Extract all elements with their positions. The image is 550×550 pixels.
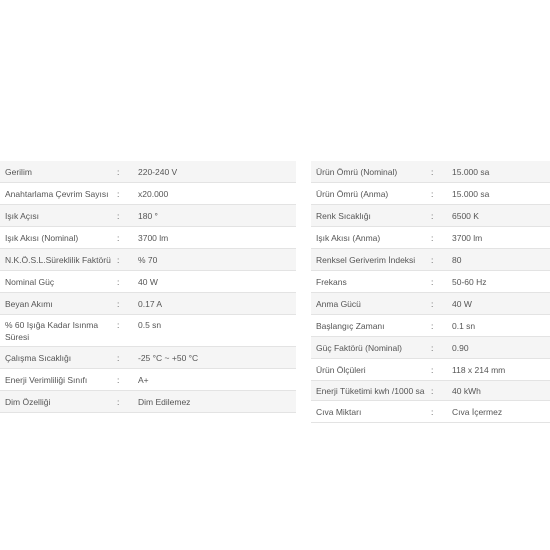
spec-separator: : [117, 315, 138, 347]
table-row [311, 161, 550, 183]
spec-value: 3700 lm [138, 227, 296, 249]
spec-label: Beyan Akımı [0, 293, 117, 315]
spec-label: Ürün Ölçüleri [311, 359, 431, 381]
spec-value: 40 W [138, 271, 296, 293]
spec-separator: : [431, 205, 452, 227]
spec-separator: : [431, 401, 452, 423]
spec-table-left [0, 161, 296, 413]
spec-label: Ürün Ömrü (Nominal) [311, 161, 431, 183]
table-row [311, 183, 550, 205]
spec-value: 50-60 Hz [452, 271, 550, 293]
spec-value: 15.000 sa [452, 183, 550, 205]
spec-separator: : [431, 337, 452, 359]
spec-value: % 70 [138, 249, 296, 271]
table-row [0, 347, 296, 369]
spec-value: 80 [452, 249, 550, 271]
table-row [0, 249, 296, 271]
spec-separator: : [431, 183, 452, 205]
table-row [311, 381, 550, 401]
table-row [311, 315, 550, 337]
spec-separator: : [117, 347, 138, 369]
spec-label: Işık Akısı (Anma) [311, 227, 431, 249]
spec-value: 0.17 A [138, 293, 296, 315]
spec-label: % 60 Işığa Kadar Isınma Süresi [0, 315, 117, 347]
spec-separator: : [117, 183, 138, 205]
spec-value: A+ [138, 369, 296, 391]
spec-separator: : [431, 359, 452, 381]
spec-value: 6500 K [452, 205, 550, 227]
spec-value: x20.000 [138, 183, 296, 205]
table-row [311, 359, 550, 381]
spec-label: Anma Gücü [311, 293, 431, 315]
spec-value: 180 ° [138, 205, 296, 227]
spec-label: Renksel Geriverim İndeksi [311, 249, 431, 271]
spec-separator: : [117, 205, 138, 227]
spec-label: Nominal Güç [0, 271, 117, 293]
spec-separator: : [431, 271, 452, 293]
table-row [0, 227, 296, 249]
spec-label: Enerji Verimliliği Sınıfı [0, 369, 117, 391]
table-row [311, 293, 550, 315]
spec-label: N.K.Ö.S.L.Süreklilik Faktörü [0, 249, 117, 271]
table-row [0, 315, 296, 347]
spec-separator: : [431, 161, 452, 183]
table-row [311, 249, 550, 271]
spec-label: Çalışma Sıcaklığı [0, 347, 117, 369]
spec-label: Işık Açısı [0, 205, 117, 227]
table-row [0, 391, 296, 413]
table-row [0, 369, 296, 391]
spec-separator: : [431, 293, 452, 315]
spec-label: Frekans [311, 271, 431, 293]
spec-separator: : [117, 227, 138, 249]
spec-separator: : [117, 293, 138, 315]
table-row [0, 293, 296, 315]
spec-label: Gerilim [0, 161, 117, 183]
table-row [311, 227, 550, 249]
spec-value: 118 x 214 mm [452, 359, 550, 381]
spec-separator: : [431, 227, 452, 249]
spec-value: Dim Edilemez [138, 391, 296, 413]
table-row [0, 271, 296, 293]
spec-value: Cıva İçermez [452, 401, 550, 423]
spec-label: Başlangıç Zamanı [311, 315, 431, 337]
table-row [0, 205, 296, 227]
table-row [311, 401, 550, 423]
spec-value: 15.000 sa [452, 161, 550, 183]
spec-value: 40 kWh [452, 381, 550, 401]
spec-separator: : [117, 161, 138, 183]
spec-value: -25 °C ~ +50 °C [138, 347, 296, 369]
spec-value: 3700 lm [452, 227, 550, 249]
spec-value: 0.1 sn [452, 315, 550, 337]
spec-label: Enerji Tüketimi kwh /1000 sa [311, 381, 431, 401]
spec-separator: : [117, 391, 138, 413]
spec-separator: : [431, 315, 452, 337]
spec-label: Anahtarlama Çevrim Sayısı [0, 183, 117, 205]
spec-value: 0.5 sn [138, 315, 296, 347]
spec-label: Renk Sıcaklığı [311, 205, 431, 227]
spec-value: 40 W [452, 293, 550, 315]
spec-label: Güç Faktörü (Nominal) [311, 337, 431, 359]
table-row [311, 271, 550, 293]
spec-separator: : [431, 249, 452, 271]
spec-separator: : [117, 369, 138, 391]
spec-label: Dim Özelliği [0, 391, 117, 413]
spec-label: Cıva Miktarı [311, 401, 431, 423]
table-row [0, 161, 296, 183]
spec-separator: : [117, 249, 138, 271]
table-row [311, 205, 550, 227]
table-row [311, 337, 550, 359]
spec-table-right [311, 161, 550, 423]
table-row [0, 183, 296, 205]
spec-label: Ürün Ömrü (Anma) [311, 183, 431, 205]
spec-label: Işık Akısı (Nominal) [0, 227, 117, 249]
spec-value: 220-240 V [138, 161, 296, 183]
spec-separator: : [431, 381, 452, 401]
spec-value: 0.90 [452, 337, 550, 359]
spec-separator: : [117, 271, 138, 293]
